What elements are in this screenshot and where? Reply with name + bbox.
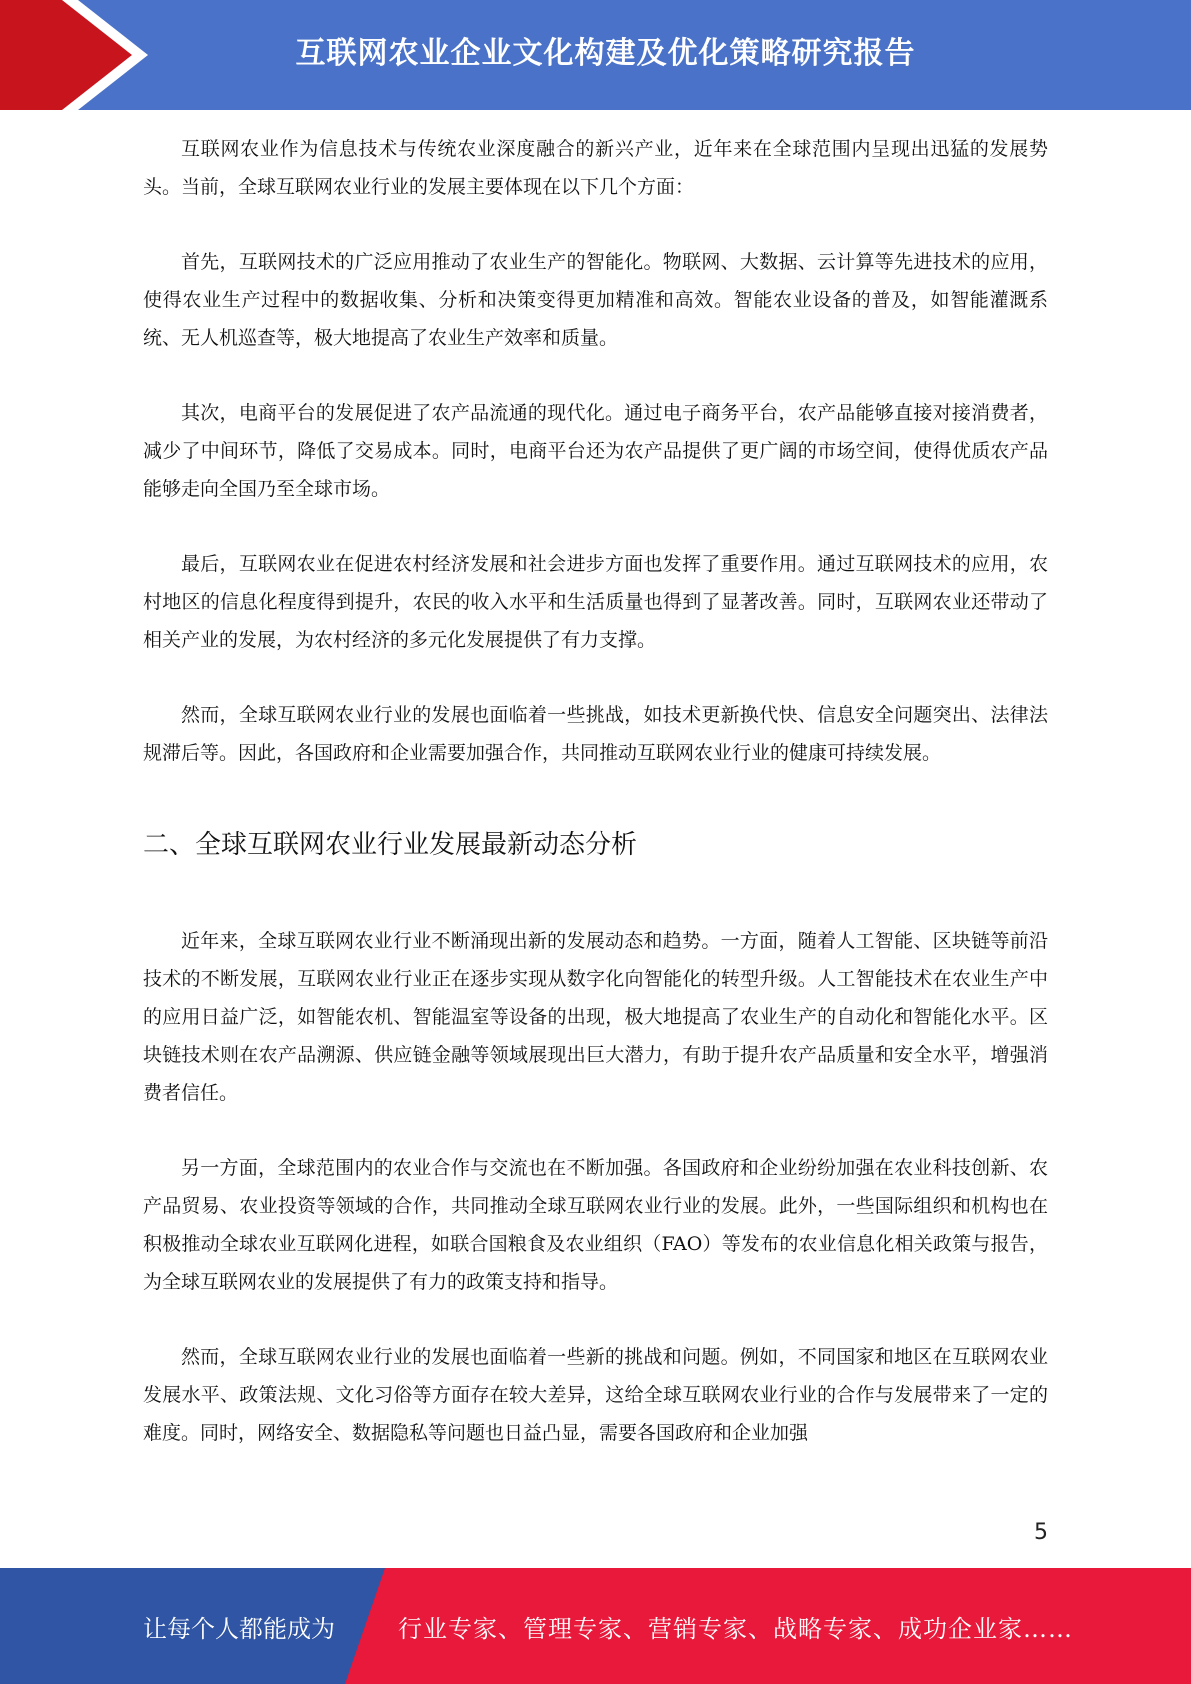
page-number: 5 [1034, 1520, 1048, 1545]
document-body [143, 130, 1048, 1489]
page-footer [0, 1568, 1191, 1684]
paragraph: 互联网农业作为信息技术与传统农业深度融合的新兴产业，近年来在全球范围内呈现出迅猛的发展势头。当前，全球互联网农业行业的发展主要体现在以下几个方面： [143, 138, 1048, 198]
paragraph: 最后，互联网农业在促进农村经济发展和社会进步方面也发挥了重要作用。通过互联网技术的应用，农村地区的信息化程度得到提升，农民的收入水平和生活质量也得到了显著改善。同时，互联网农业还带动了相关产业的发展，为农村经济的多元化发展提供了有力支撑。 [143, 553, 1048, 651]
paragraph: 近年来，全球互联网农业行业不断涌现出新的发展动态和趋势。一方面，随着人工智能、区块链等前沿技术的不断发展，互联网农业行业正在逐步实现从数字化向智能化的转型升级。人工智能技术在农业生产中的应用日益广泛，如智能农机、智能温室等设备的出现，极大地提高了农业生产的自动化和智能化水平。区块链技术则在农产品溯源、供应链金融等领域展现出巨大潜力，有助于提升农产品质量和安全水平，增强消费者信任。 [143, 930, 1048, 1104]
paragraph: 另一方面，全球范围内的农业合作与交流也在不断加强。各国政府和企业纷纷加强在农业科技创新、农产品贸易、农业投资等领域的合作，共同推动全球互联网农业行业的发展。此外，一些国际组织和机构也在积极推动全球农业互联网化进程，如联合国粮食及农业组织（FAO）等发布的农业信息化相关政策与报告，为全球互联网农业的发展提供了有力的政策支持和指导。 [143, 1157, 1048, 1293]
paragraph: 然而，全球互联网农业行业的发展也面临着一些挑战，如技术更新换代快、信息安全问题突出、法律法规滞后等。因此，各国政府和企业需要加强合作，共同推动互联网农业行业的健康可持续发展。 [143, 704, 1048, 764]
footer-slogan-right: 行业专家、管理专家、营销专家、战略专家、成功企业家…… [398, 1614, 1073, 1643]
header-title: 互联网农业企业文化构建及优化策略研究报告 [295, 36, 916, 71]
footer-slogan-left: 让每个人都能成为 [143, 1614, 335, 1643]
paragraph: 首先，互联网技术的广泛应用推动了农业生产的智能化。物联网、大数据、云计算等先进技术的应用，使得农业生产过程中的数据收集、分析和决策变得更加精准和高效。智能农业设备的普及，如智能灌溉系统、无人机巡查等，极大地提高了农业生产效率和质量。 [143, 251, 1048, 349]
page-header [0, 0, 1191, 110]
paragraph: 其次，电商平台的发展促进了农产品流通的现代化。通过电子商务平台，农产品能够直接对接消费者，减少了中间环节，降低了交易成本。同时，电商平台还为农产品提供了更广阔的市场空间，使得优质农产品能够走向全国乃至全球市场。 [143, 402, 1048, 500]
paragraph: 然而，全球互联网农业行业的发展也面临着一些新的挑战和问题。例如，不同国家和地区在互联网农业发展水平、政策法规、文化习俗等方面存在较大差异，这给全球互联网农业行业的合作与发展带来了一定的难度。同时，网络安全、数据隐私等问题也日益凸显，需要各国政府和企业加强 [143, 1346, 1048, 1444]
section-heading: 二、全球互联网农业行业发展最新动态分析 [143, 830, 638, 860]
